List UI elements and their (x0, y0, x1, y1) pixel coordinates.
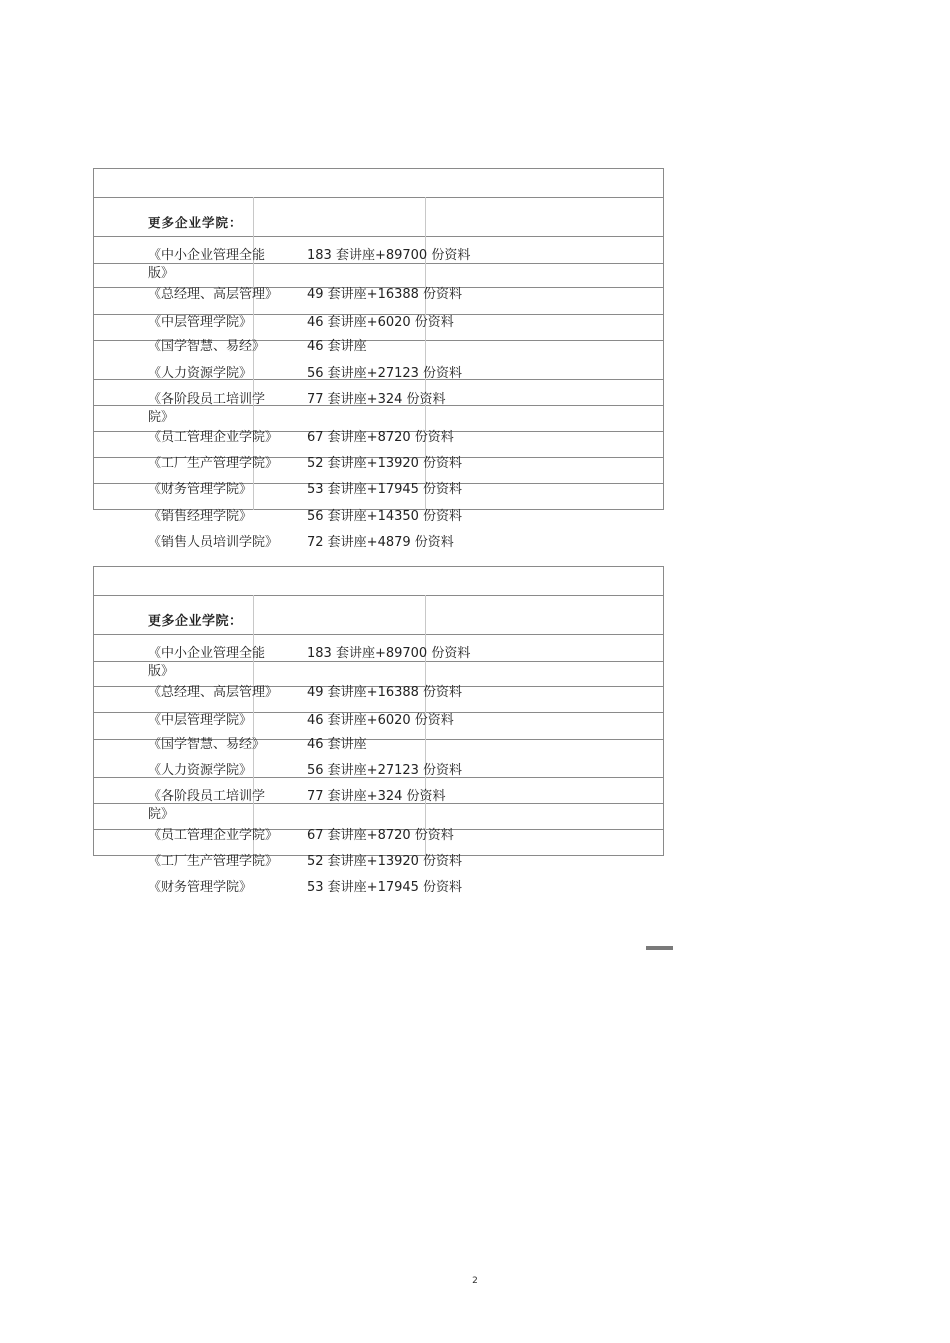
course-name: 《中层管理学院》 (148, 713, 253, 728)
course-name: 《国学智慧、易经》 (148, 737, 266, 752)
course-stats: 49 套讲座+16388 份资料 (307, 287, 463, 302)
course-name-cont: 院》 (148, 410, 175, 425)
course-name: 《中层管理学院》 (148, 315, 253, 330)
course-name: 《财务管理学院》 (148, 482, 253, 497)
course-stats: 56 套讲座+14350 份资料 (307, 509, 463, 524)
course-stats: 56 套讲座+27123 份资料 (307, 763, 463, 778)
table-border (93, 168, 94, 510)
course-stats: 52 套讲座+13920 份资料 (307, 854, 463, 869)
course-stats: 77 套讲座+324 份资料 (307, 789, 446, 804)
section-heading: 更多企业学院： (148, 614, 243, 629)
course-stats: 46 套讲座+6020 份资料 (307, 315, 454, 330)
course-stats: 67 套讲座+8720 份资料 (307, 430, 454, 445)
course-name: 《中小企业管理全能 (148, 646, 266, 661)
course-name-cont: 院》 (148, 807, 175, 822)
course-stats: 49 套讲座+16388 份资料 (307, 685, 463, 700)
course-name: 《人力资源学院》 (148, 763, 253, 778)
course-name: 《总经理、高层管理》 (148, 287, 279, 302)
course-stats: 46 套讲座 (307, 339, 367, 354)
table-border (663, 168, 664, 510)
course-name: 《国学智慧、易经》 (148, 339, 266, 354)
course-name: 《中小企业管理全能 (148, 248, 266, 263)
course-stats: 72 套讲座+4879 份资料 (307, 535, 454, 550)
course-name: 《销售经理学院》 (148, 509, 253, 524)
course-stats: 52 套讲座+13920 份资料 (307, 456, 463, 471)
course-name-cont: 版》 (148, 266, 175, 281)
course-stats: 53 套讲座+17945 份资料 (307, 482, 463, 497)
course-stats: 56 套讲座+27123 份资料 (307, 366, 463, 381)
course-name-cont: 版》 (148, 664, 175, 679)
course-stats: 46 套讲座+6020 份资料 (307, 713, 454, 728)
course-name: 《员工管理企业学院》 (148, 828, 279, 843)
course-stats: 183 套讲座+89700 份资料 (307, 646, 471, 661)
course-stats: 46 套讲座 (307, 737, 367, 752)
course-stats: 77 套讲座+324 份资料 (307, 392, 446, 407)
course-name: 《总经理、高层管理》 (148, 685, 279, 700)
course-name: 《各阶段员工培训学 (148, 392, 266, 407)
course-name: 《财务管理学院》 (148, 880, 253, 895)
course-name: 《工厂生产管理学院》 (148, 456, 279, 471)
table-border (93, 236, 664, 237)
column-divider (253, 595, 254, 856)
course-name: 《销售人员培训学院》 (148, 535, 279, 550)
section-heading: 更多企业学院： (148, 215, 243, 230)
table-border (93, 566, 664, 567)
course-stats: 53 套讲座+17945 份资料 (307, 880, 463, 895)
table-border (93, 197, 664, 198)
table-border (663, 566, 664, 856)
course-stats: 67 套讲座+8720 份资料 (307, 828, 454, 843)
course-name: 《工厂生产管理学院》 (148, 854, 279, 869)
course-name: 《各阶段员工培训学 (148, 789, 266, 804)
decorative-dash (646, 946, 673, 950)
table-border (93, 168, 664, 169)
course-name: 《人力资源学院》 (148, 366, 253, 381)
table-border (93, 566, 94, 856)
course-stats: 183 套讲座+89700 份资料 (307, 248, 471, 263)
table-border (93, 634, 664, 635)
page-number: 2 (472, 1276, 478, 1286)
table-border (93, 595, 664, 596)
course-name: 《员工管理企业学院》 (148, 430, 279, 445)
